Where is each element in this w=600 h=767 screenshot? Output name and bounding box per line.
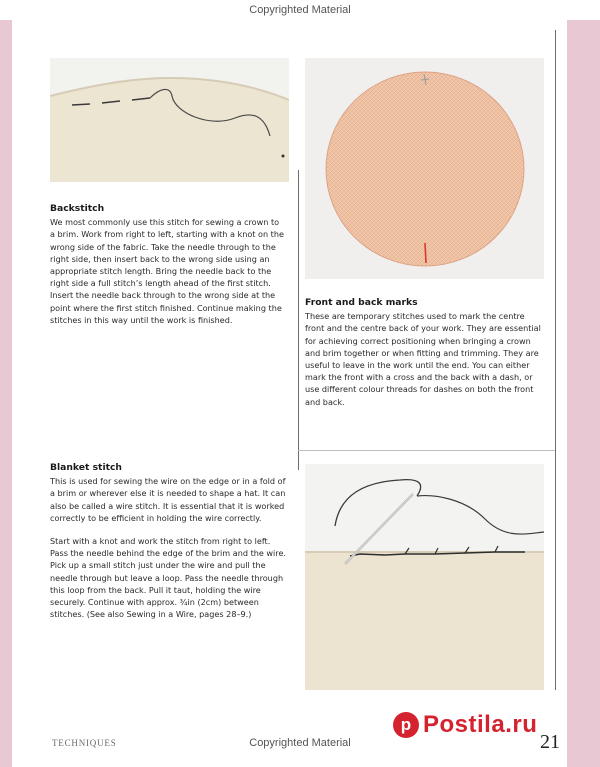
blanket-stitch-photo (305, 464, 544, 690)
footer-section-label: TECHNIQUES (52, 738, 117, 748)
backstitch-heading: Backstitch (50, 203, 105, 214)
front-back-marks-photo (305, 58, 544, 279)
front-back-marks-section (305, 297, 545, 408)
postila-logo-icon[interactable]: p (393, 712, 419, 738)
copyright-watermark-top: Copyrighted Material (0, 0, 600, 20)
backstitch-text: We most commonly use this stitch for sewing a crown to a brim. Work from right to left, starting with a knot on the wrong side of the fabric. Take the needle through to the right side, then insert back to the wrong side using an appropriate stitch length. Bring the needle back to the right side a full stitch’s length ahead of the first stitch. Insert the needle back through to the wrong side at the point where the first stitch finished. Continue making the stitches in this way until the work is finished. (50, 217, 284, 325)
blanket-stitch-section (50, 462, 286, 620)
postila-brand-link[interactable]: Postila.ru (423, 711, 538, 738)
right-frame-line (555, 30, 556, 690)
center-divider-line (298, 170, 299, 470)
copyright-watermark-bottom: Copyrighted Material (249, 737, 351, 749)
page-number: 21 (540, 731, 560, 753)
blanket-stitch-heading: Blanket stitch (50, 462, 122, 473)
front-back-marks-heading: Front and back marks (305, 297, 418, 308)
backstitch-section (50, 203, 286, 326)
section-divider-line (298, 450, 555, 451)
backstitch-photo (50, 58, 289, 182)
front-back-marks-text: These are temporary stitches used to mark the centre front and the centre back of your work. They are essential for achieving correct positioning when bringing a crown and brim together or when fitting and trimming. They are useful to leave in the work until the end. You can either mark the front with a cross and the back with a dash, or use different colour threads for dashes on both the front and back. (305, 311, 541, 407)
blanket-stitch-text-1: This is used for sewing the wire on the edge or in a fold of a brim or wherever else it is needed to shape a hat. It can also be called a wire stitch. It is essential that it is worked correctly to be efficient in holding the wire correctly. (50, 476, 286, 523)
blanket-stitch-text-2: Start with a knot and work the stitch from right to left. Pass the needle behind the edge of the brim and the wire. Pick up a small stitch just under the wire and pull the needle through but leave a loop. Pass the needle through this loop from the back. Pull it taut, holding the wire securely. Continue with approx. ¾in (2cm) between stitches. (See also Sewing in a Wire, pages 28–9.) (50, 536, 286, 620)
